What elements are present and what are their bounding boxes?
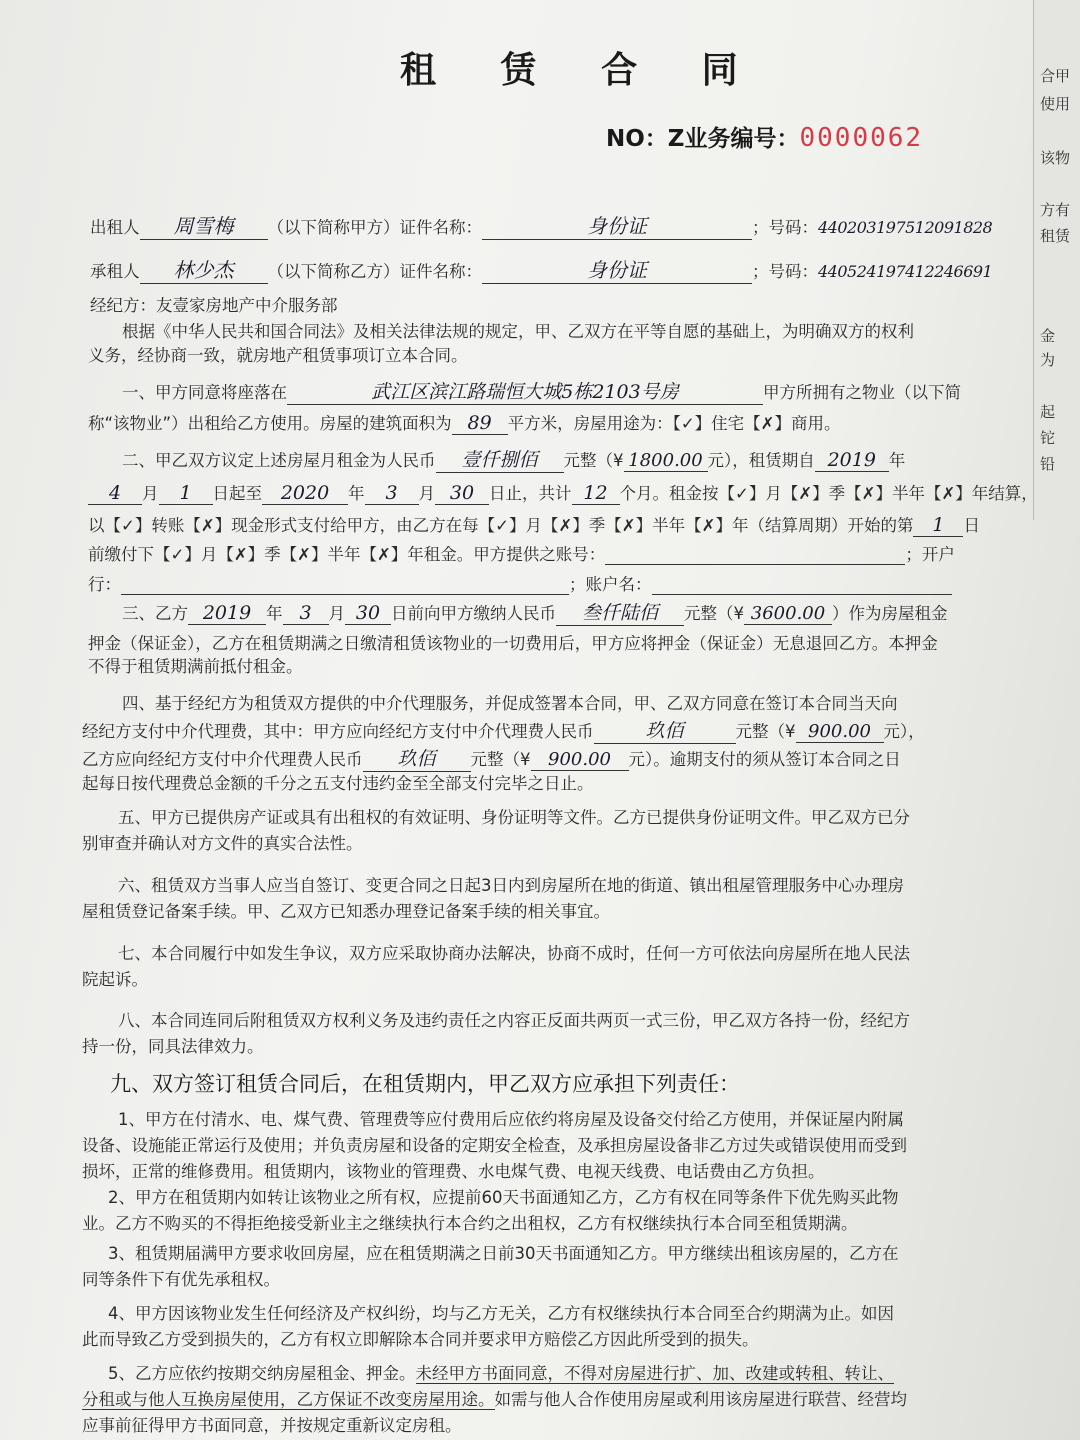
lessee-doc-type: 身份证 bbox=[482, 254, 752, 284]
clause-4-text-f: 元）。逾期支付的须从签订本合同之日 bbox=[628, 750, 901, 769]
property-address: 武江区滨江路瑞恒大城5栋2103号房 bbox=[287, 377, 763, 405]
clause-9-3-line-1: 3、租赁期届满甲方要求收回房屋，应在租赁期满之日前30天书面通知乙方。甲方继续出租该房屋的，乙方在 bbox=[108, 1244, 899, 1263]
clause-3-line-1 bbox=[122, 598, 948, 626]
clause-8-line-1: 八、本合同连同后附租赁双方权利义务及违约责任之内容正反面共两页一式三份，甲乙双方各持一份，经纪方 bbox=[118, 1011, 910, 1030]
intro-line-2: 义务，经协商一致，就房地产租赁事项订立本合同。 bbox=[88, 346, 468, 365]
bank-name-field bbox=[121, 575, 569, 595]
clause-2-text-f: 日起至 bbox=[212, 484, 262, 503]
clause-3-text-f: ）作为房屋租金 bbox=[832, 604, 948, 623]
clause-3-text-d: 日前向甲方缴纳人民币 bbox=[391, 604, 556, 623]
clause-4-line-2 bbox=[82, 716, 925, 744]
clause-2-text-b: 元整（¥ bbox=[563, 451, 624, 470]
clause-2-text-n: ；开户 bbox=[905, 545, 955, 564]
payment-day: 1 bbox=[913, 514, 963, 537]
lessee-suffix: （以下简称乙方）证件名称： bbox=[267, 262, 482, 281]
clause-4-line-4: 起每日按代理费总金额的千分之五支付违约金至全部支付完毕之日止。 bbox=[82, 774, 594, 793]
lease-start-year: 2019 bbox=[815, 449, 889, 472]
edge-text: 租赁 bbox=[1040, 227, 1071, 245]
clause-2-line-2 bbox=[88, 480, 1038, 505]
clause-3-text-a: 三、乙方 bbox=[122, 604, 188, 623]
lease-end-year: 2020 bbox=[262, 482, 348, 505]
clause-4-line-1: 四、基于经纪方为租赁双方提供的中介代理服务，并促成签署本合同，甲、乙双方同意在签订本合同当天向 bbox=[122, 694, 898, 713]
clause-2-text-k: 以【✓】转账【✗】现金形式支付给甲方，由乙方在每【✓】月【✗】季【✗】半年【✗】年（结算周期）开始的第 bbox=[88, 516, 914, 535]
lessor-fee-number: 900.00 bbox=[796, 721, 884, 743]
clause-2-text-j: 个月。租金按【✓】月【✗】季【✗】半年【✗】年结算， bbox=[619, 484, 1038, 503]
lessor-id-label: ；号码： bbox=[752, 218, 818, 237]
lessee-id-number: 440524197412246691 bbox=[818, 262, 993, 281]
lessor-fee-words: 玖佰 bbox=[594, 716, 736, 744]
clause-9-heading: 九、双方签订租赁合同后，在租赁期内，甲乙双方应承担下列责任： bbox=[110, 1072, 740, 1096]
lease-end-month: 3 bbox=[365, 482, 419, 505]
clause-2-text-i: 日止，共计 bbox=[489, 484, 572, 503]
clause-9-5-line-1 bbox=[108, 1360, 894, 1384]
clause-2-text-e: 月 bbox=[142, 484, 159, 503]
clause-3-text-b: 年 bbox=[266, 604, 283, 623]
adjacent-page-edge bbox=[1033, 0, 1080, 520]
property-area: 89 bbox=[452, 412, 508, 435]
clause-7-line-1: 七、本合同履行中如发生争议，双方应采取协商办法解决，协商不成时，任何一方可依法向房屋所在地人民法 bbox=[118, 944, 910, 963]
clause-9-1-line-2: 设备、设施能正常运行及使用；并负责房屋和设备的定期安全检查，及承担房屋设备非乙方过失或错误使用而受到 bbox=[82, 1136, 907, 1155]
clause-4-line-3 bbox=[82, 744, 901, 772]
contract-number-label: NO：Z业务编号： bbox=[606, 126, 800, 152]
agent-line: 经纪方：友壹家房地产中介服务部 bbox=[90, 296, 338, 315]
edge-text: 铊 bbox=[1040, 429, 1056, 447]
lessee-fee-number: 900.00 bbox=[531, 749, 629, 771]
deposit-month: 3 bbox=[283, 602, 329, 625]
contract-number-value: 0000062 bbox=[799, 123, 924, 153]
lessor-line bbox=[90, 210, 992, 240]
lessee-label: 承租人 bbox=[90, 262, 140, 281]
clause-9-5-line-2 bbox=[82, 1386, 907, 1410]
edge-text: 铅 bbox=[1040, 455, 1056, 473]
edge-text: 该物 bbox=[1040, 149, 1071, 167]
lessee-fee-words: 玖佰 bbox=[363, 744, 471, 772]
clause-2-text-c: 元），租赁期自 bbox=[707, 451, 815, 470]
deposit-words: 叁仟陆佰 bbox=[556, 598, 684, 626]
edge-text: 为 bbox=[1040, 351, 1056, 369]
clause-9-5-text-a: 5、乙方应依约按期交纳房屋租金、押金。 bbox=[108, 1364, 416, 1383]
lessee-line bbox=[90, 254, 992, 284]
deposit-year: 2019 bbox=[188, 602, 266, 625]
clause-9-5-underlined-b: 分租或与他人互换房屋使用，乙方保证不改变房屋用途。 bbox=[82, 1390, 495, 1409]
clause-5-line-1: 五、甲方已提供房产证或具有出租权的有效证明、身份证明等文件。乙方已提供身份证明文件。甲乙双方已分 bbox=[118, 808, 910, 827]
clause-1-text-d: 平方米，房屋用途为：【✓】住宅【✗】商用。 bbox=[507, 414, 841, 433]
clause-2-line-5 bbox=[88, 571, 952, 595]
clause-1-line-2 bbox=[88, 410, 841, 435]
clause-2-text-o: ；账户名： bbox=[569, 575, 652, 594]
clause-2-text-m: 前缴付下【✓】月【✗】季【✗】半年【✗】年租金。甲方提供之账号： bbox=[88, 545, 606, 564]
clause-1-line-1 bbox=[122, 377, 961, 405]
clause-2-text-h: 月 bbox=[418, 484, 435, 503]
clause-9-5-text-b: 如需与他人合作使用房屋或利用该房屋进行联营、经营均 bbox=[494, 1390, 907, 1409]
edge-text: 金 bbox=[1040, 327, 1056, 345]
clause-4-text-c: 元）， bbox=[883, 722, 925, 741]
lessor-doc-type: 身份证 bbox=[482, 210, 752, 240]
lease-end-day: 30 bbox=[435, 482, 489, 505]
lessor-suffix: （以下简称甲方）证件名称： bbox=[267, 218, 482, 237]
clause-6-line-1: 六、租赁双方当事人应当自签订、变更合同之日起3日内到房屋所在地的街道、镇出租屋管理服务中心办理房 bbox=[118, 876, 904, 895]
lessee-id-label: ；号码： bbox=[752, 262, 818, 281]
clause-8-line-2: 持一份，同具法律效力。 bbox=[82, 1037, 264, 1056]
clause-9-4-line-2: 此而导致乙方受到损失的，乙方有权立即解除本合同并要求甲方赔偿乙方因此所受到的损失。 bbox=[82, 1330, 759, 1349]
clause-9-2-line-1: 2、甲方在租赁期内如转让该物业之所有权，应提前60天书面通知乙方，乙方有权在同等条件下优先购买此物 bbox=[108, 1188, 899, 1207]
clause-4-text-b: 元整（¥ bbox=[735, 722, 796, 741]
monthly-rent-words: 壹仟捌佰 bbox=[436, 445, 564, 473]
lessee-name: 林少杰 bbox=[140, 254, 268, 284]
deposit-number: 3600.00 bbox=[744, 603, 832, 625]
edge-text: 使用 bbox=[1040, 95, 1071, 113]
clause-9-5-line-3: 应事前征得甲方书面同意，并按规定重新议定房租。 bbox=[82, 1416, 462, 1435]
edge-text: 合甲 bbox=[1040, 67, 1071, 85]
edge-text: 方有 bbox=[1040, 201, 1071, 219]
contract-number bbox=[606, 120, 923, 153]
account-number-field bbox=[605, 545, 905, 565]
clause-9-1-line-1: 1、甲方在付清水、电、煤气费、管理费等应付费用后应依约将房屋及设备交付给乙方使用，并保证屋内附属 bbox=[118, 1110, 904, 1129]
intro-line-1: 根据《中华人民共和国合同法》及相关法律法规的规定，甲、乙双方在平等自愿的基础上，为明确双方的权利 bbox=[122, 322, 914, 341]
clause-9-3-line-2: 同等条件下有优先承租权。 bbox=[82, 1270, 280, 1289]
clause-7-line-2: 院起诉。 bbox=[82, 970, 148, 989]
clause-4-text-d: 乙方应向经纪方支付中介代理费人民币 bbox=[82, 750, 363, 769]
deposit-day: 30 bbox=[345, 602, 391, 625]
account-name-field bbox=[652, 575, 952, 595]
clause-1-text-c: 称“该物业”）出租给乙方使用。房屋的建筑面积为 bbox=[88, 414, 452, 433]
clause-3-text-e: 元整（¥ bbox=[684, 604, 744, 623]
monthly-rent-number: 1800.00 bbox=[624, 450, 708, 472]
lessor-id-number: 440203197512091828 bbox=[818, 218, 993, 237]
clause-2-text-g: 年 bbox=[348, 484, 365, 503]
clause-2-text-d: 年 bbox=[888, 451, 906, 470]
clause-9-4-line-1: 4、甲方因该物业发生任何经济及产权纠纷，均与乙方无关，乙方有权继续执行本合同至合约期满为止。如因 bbox=[108, 1304, 894, 1323]
lease-start-month: 4 bbox=[88, 482, 142, 505]
clause-2-text-l: 日 bbox=[963, 516, 980, 535]
lease-months: 12 bbox=[572, 482, 620, 505]
clause-6-line-2: 屋租赁登记备案手续。甲、乙双方已知悉办理登记备案手续的相关事宜。 bbox=[82, 902, 610, 921]
clause-2-text-p: 行： bbox=[88, 575, 121, 594]
clause-9-1-line-3: 损坏，正常的维修费用。租赁期内，该物业的管理费、水电煤气费、电视天线费、电话费由乙方负担。 bbox=[82, 1162, 825, 1181]
clause-4-text-e: 元整（¥ bbox=[470, 750, 531, 769]
clause-1-text-b: 甲方所拥有之物业（以下简 bbox=[763, 383, 961, 402]
clause-3-text-c: 月 bbox=[328, 604, 345, 623]
clause-3-line-3: 不得于租赁期满前抵付租金。 bbox=[88, 657, 303, 676]
clause-9-2-line-2: 业。乙方不购买的不得拒绝接受新业主之继续执行本合约之出租权，乙方有权继续执行本合同至租赁期满。 bbox=[82, 1214, 858, 1233]
clause-3-line-2: 押金（保证金），乙方在租赁期满之日缴清租赁该物业的一切费用后，甲方应将押金（保证金）无息退回乙方。本押金 bbox=[88, 634, 938, 653]
clause-2-line-1 bbox=[122, 445, 905, 473]
clause-2-line-3 bbox=[88, 512, 980, 537]
lessor-label: 出租人 bbox=[90, 218, 140, 237]
clause-1-text-a: 一、甲方同意将座落在 bbox=[122, 383, 287, 402]
page-title: 租 赁 合 同 bbox=[400, 49, 764, 91]
lessor-name: 周雪梅 bbox=[140, 210, 268, 240]
lease-start-day: 1 bbox=[159, 482, 213, 505]
clause-2-text-a: 二、甲乙双方议定上述房屋月租金为人民币 bbox=[122, 451, 436, 470]
clause-9-5-underlined-a: 未经甲方书面同意，不得对房屋进行扩、加、改建或转租、转让、 bbox=[415, 1364, 894, 1383]
clause-4-text-a: 经纪方支付中介代理费，其中：甲方应向经纪方支付中介代理费人民币 bbox=[82, 722, 594, 741]
edge-text: 起 bbox=[1040, 403, 1056, 421]
clause-2-line-4 bbox=[88, 541, 955, 565]
clause-5-line-2: 别审查并确认对方文件的真实合法性。 bbox=[82, 834, 363, 853]
